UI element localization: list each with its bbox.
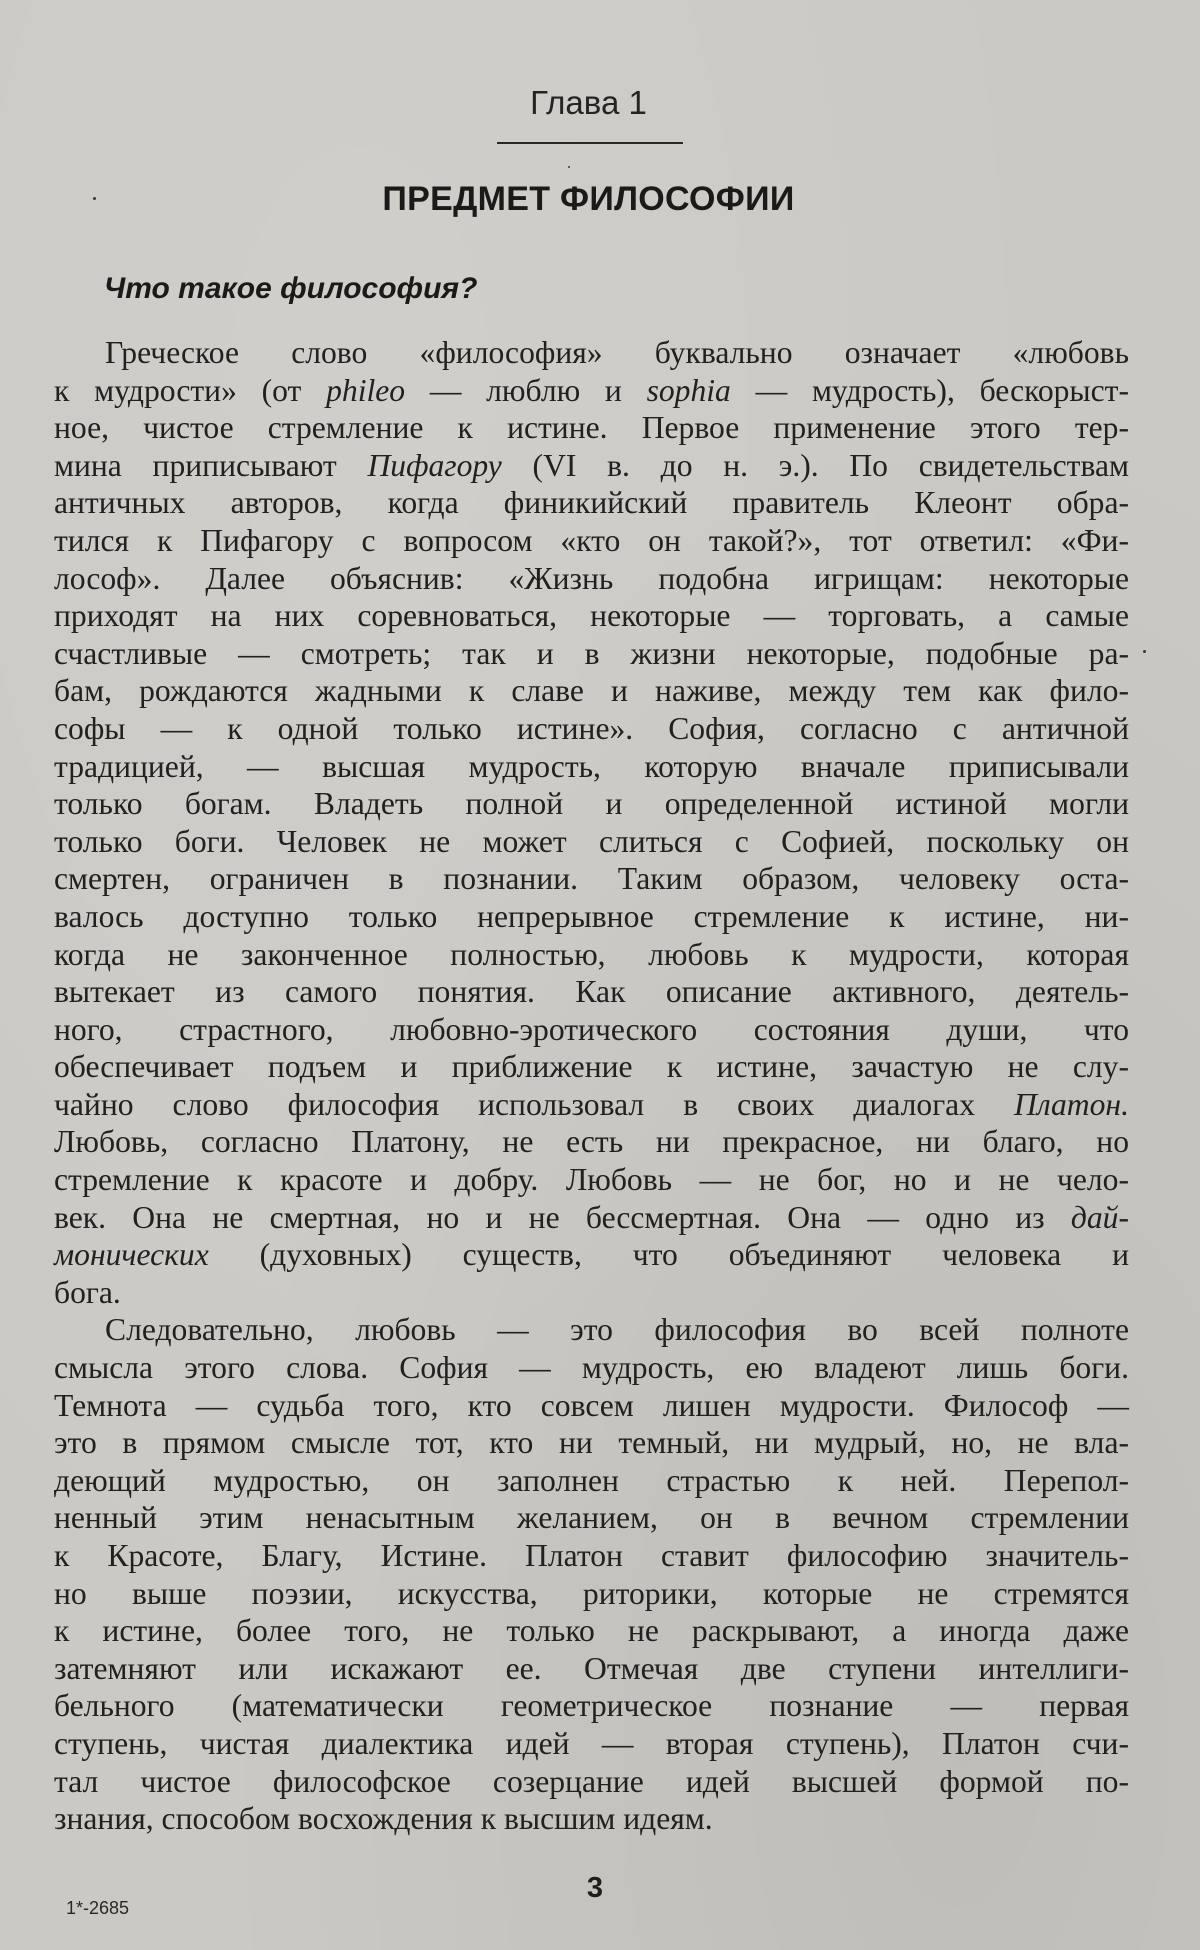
text-run: знания, способом восхождения к высшим идеям.	[54, 1801, 713, 1837]
italic-term: дай-	[1070, 1199, 1129, 1235]
text-line	[54, 484, 1129, 522]
text-run: затемняют или искажают ее. Отмечая две ступени интеллиги-	[54, 1650, 1129, 1686]
text-line	[54, 672, 1129, 710]
text-run: — люблю и	[405, 372, 647, 408]
text-run: бельного (математически геометрическое познание — первая	[54, 1688, 1129, 1724]
text-run: ненный этим ненасытным желанием, он в вечном стремлении	[54, 1500, 1129, 1536]
text-line	[54, 1236, 1129, 1274]
text-line	[54, 785, 1129, 823]
text-line	[54, 1311, 1129, 1349]
text-run: Греческое слово «философия» буквально означает «любовь	[105, 335, 1129, 370]
text-run: (VI в. до н. э.). По свидетельствам	[501, 447, 1129, 483]
text-line	[54, 597, 1129, 635]
italic-term: Платон.	[1014, 1086, 1129, 1122]
italic-term: монических	[54, 1237, 209, 1273]
chapter-underline	[497, 142, 683, 144]
text-run: бога.	[54, 1274, 121, 1310]
text-run: — мудрость), бескорыст-	[730, 372, 1130, 408]
text-run: но выше поэзии, искусства, риторики, которые не стремятся	[54, 1575, 1129, 1611]
text-line	[54, 1499, 1129, 1537]
text-line	[54, 372, 1129, 410]
text-line	[54, 748, 1129, 786]
text-line	[54, 1086, 1129, 1124]
text-line	[54, 1161, 1129, 1199]
text-line	[54, 1462, 1129, 1500]
text-run: чайно слово философия использовал в своих диалогах	[54, 1086, 1015, 1122]
text-run: только боги. Человек не может слиться с Софией, поскольку он	[54, 823, 1129, 859]
text-run: традицией, — высшая мудрость, которую вначале приписывали	[54, 748, 1129, 784]
text-run: стремление к красоте и добру. Любовь — не бог, но и не чело-	[54, 1162, 1129, 1198]
text-run: тился к Пифагору с вопросом «кто он такой?», тот ответил: «Фи-	[54, 522, 1129, 558]
text-line	[54, 823, 1129, 861]
text-line	[54, 1575, 1129, 1613]
chapter-label: Глава 1	[530, 84, 647, 121]
text-run: софы — к одной только истине». София, согласно с античной	[54, 710, 1129, 746]
text-run: к истине, более того, не только не раскрывают, а иногда даже	[54, 1613, 1129, 1649]
text-line	[54, 447, 1129, 485]
body-text	[54, 334, 1129, 1838]
text-line	[54, 1424, 1129, 1462]
text-line	[54, 1763, 1129, 1801]
text-line	[54, 1349, 1129, 1387]
section-heading: Что такое философия?	[104, 272, 478, 305]
text-line	[54, 1048, 1129, 1086]
text-line	[54, 409, 1129, 447]
italic-term: phileo	[326, 372, 406, 408]
text-line	[54, 973, 1129, 1011]
text-line	[54, 1537, 1129, 1575]
text-line	[54, 898, 1129, 936]
text-run: ного, страстного, любовно-эротического состояния души, что	[54, 1011, 1129, 1047]
text-line	[54, 936, 1129, 974]
text-line	[54, 1011, 1129, 1049]
text-run: к Красоте, Благу, Истине. Платон ставит философию значитель-	[54, 1538, 1129, 1573]
text-run: тал чистое философское созерцание идей высшей формой по-	[54, 1763, 1129, 1799]
text-line	[54, 1199, 1129, 1237]
text-run: мина приписывают	[54, 447, 368, 483]
text-run: счастливые — смотреть; так и в жизни некоторые, подобные ра-	[54, 635, 1129, 671]
text-run: деющий мудростью, он заполнен страстью к ней. Перепол-	[54, 1462, 1129, 1498]
text-run: смертен, ограничен в познании. Таким образом, человеку оста-	[54, 861, 1129, 897]
text-line	[54, 522, 1129, 560]
text-line	[54, 860, 1129, 898]
text-run: когда не законченное полностью, любовь к мудрости, которая	[54, 936, 1129, 972]
text-line	[54, 635, 1129, 673]
text-line	[54, 334, 1129, 372]
text-line	[54, 1387, 1129, 1425]
text-run: обеспечивает подъем и приближение к истине, зачастую не слу-	[54, 1049, 1129, 1085]
text-run: только богам. Владеть полной и определенной истиной могли	[54, 786, 1129, 822]
text-line	[54, 1123, 1129, 1161]
print-speck	[93, 197, 96, 200]
printer-signature-mark: 1*-2685	[66, 1898, 130, 1918]
text-run: вытекает из самого понятия. Как описание активного, деятель-	[54, 974, 1129, 1010]
text-run: Темнота — судьба того, кто совсем лишен мудрости. Философ —	[54, 1387, 1129, 1423]
print-speck	[1143, 650, 1146, 653]
text-line	[54, 1725, 1129, 1763]
text-run: валось доступно только непрерывное стремление к истине, ни-	[54, 898, 1129, 934]
text-line	[54, 1800, 1129, 1838]
italic-term: Пифагору	[367, 447, 502, 483]
text-run: приходят на них соревноваться, некоторые — торговать, а самые	[54, 598, 1129, 634]
text-line	[54, 710, 1129, 748]
text-run: смысла этого слова. София — мудрость, ею владеют лишь боги.	[54, 1350, 1129, 1386]
text-line	[54, 1650, 1129, 1688]
text-run: ное, чистое стремление к истине. Первое применение этого тер-	[54, 410, 1129, 446]
text-run: (духовных) существ, что объединяют человека и	[208, 1237, 1129, 1273]
text-line	[54, 560, 1129, 598]
text-run: Любовь, согласно Платону, не есть ни прекрасное, ни благо, но	[54, 1124, 1129, 1160]
text-line	[54, 1274, 1129, 1312]
text-run: бам, рождаются жадными к славе и наживе, между тем как фило-	[54, 673, 1129, 709]
text-run: лософ». Далее объяснив: «Жизнь подобна игрищам: некоторые	[54, 560, 1129, 596]
text-run: Следовательно, любовь — это философия во всей полноте	[105, 1312, 1129, 1348]
print-speck	[568, 166, 570, 168]
text-run: античных авторов, когда финикийский правитель Клеонт обра-	[54, 485, 1129, 521]
italic-term: sophia	[646, 372, 731, 408]
text-run: к мудрости» (от	[54, 372, 327, 408]
text-line	[54, 1687, 1129, 1725]
chapter-title: ПРЕДМЕТ ФИЛОСОФИИ	[382, 180, 795, 218]
page-number: 3	[586, 1872, 604, 1904]
text-run: ступень, чистая диалектика идей — вторая ступень), Платон счи-	[54, 1725, 1129, 1761]
text-run: век. Она не смертная, но и не бессмертная. Она — одно из	[54, 1199, 1071, 1235]
text-run: это в прямом смысле тот, кто ни темный, ни мудрый, но, не вла-	[54, 1425, 1129, 1461]
text-line	[54, 1612, 1129, 1650]
